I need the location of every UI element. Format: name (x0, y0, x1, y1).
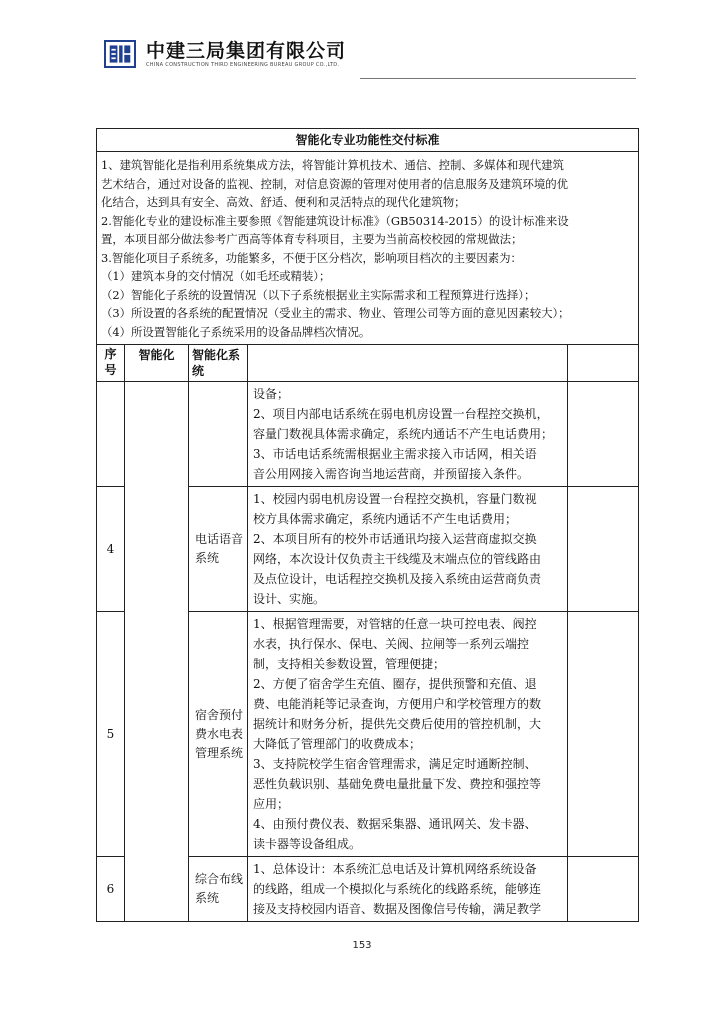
intro-line: （4）所设置智能化子系统采用的设备品牌档次情况。 (101, 324, 371, 339)
content-line: 2、项目内部电话系统在弱电机房设置一台程控交换机， (253, 407, 549, 421)
content-line: 容量门数视具体需求确定，系统内通话不产生电话费用； (253, 427, 554, 441)
standards-table (96, 128, 639, 922)
content-line: 设备； (253, 387, 290, 401)
table-row (97, 382, 639, 487)
document-sheet (96, 128, 638, 922)
header-remark (568, 345, 639, 382)
content-line: 的线路，组成一个模拟化与系统化的线路系统，能够连 (253, 882, 542, 896)
header-system: 智能化系统 (189, 345, 248, 382)
intro-line: 1、建筑智能化是指利用系统集成方法，将智能计算机技术、通信、控制、多媒体和现代建筑 (101, 158, 564, 172)
header-content (248, 345, 568, 382)
row-system: 综合布线系统 (189, 857, 248, 922)
category-cell (125, 382, 189, 922)
row-system: 宿舍预付费水电表管理系统 (189, 612, 248, 857)
content-line: 1、校园内弱电机房设置一台程控交换机，容量门数视 (253, 492, 537, 506)
row-remark (568, 382, 639, 487)
content-line: 2、本项目所有的校外市话通讯均接入运营商虚拟交换 (253, 532, 537, 546)
intro-line: 3.智能化项目子系统多，功能繁多，不便于区分档次，影响项目档次的主要因素为： (101, 250, 522, 265)
intro-line: （2）智能化子系统的设置情况（以下子系统根据业主实际需求和工程预算进行选择）； (101, 287, 536, 302)
intro-line: 化结合，达到具有安全、高效、舒适、便利和灵活特点的现代化建筑物； (101, 195, 466, 209)
content-line: 接及支持校园内语音、数据及图像信号传输，满足教学 (253, 902, 542, 916)
content-line: 读卡器等设备组成。 (253, 837, 362, 851)
row-seq (97, 382, 125, 487)
row-content (248, 612, 568, 857)
content-line: 网络，本次设计仅负责主干线缆及末端点位的管线路由 (253, 552, 542, 566)
content-line: 4、由预付费仪表、数据采集器、通讯网关、发卡器、 (253, 817, 537, 831)
row-content (248, 487, 568, 612)
content-line: 应用； (253, 797, 290, 811)
row-system (189, 382, 248, 487)
content-line: 及点位设计，电话程控交换机及接入系统由运营商负责 (253, 572, 542, 586)
content-line: 制，支持相关参数设置，管理便捷； (253, 657, 446, 671)
row-seq: 6 (97, 857, 125, 922)
content-line: 2、方便了宿舍学生充值、圈存，提供预警和充值、退 (253, 677, 537, 691)
content-line: 校方具体需求确定，系统内通话不产生电话费用； (253, 512, 518, 526)
intro-line: 置，本项目部分做法参考广西高等体育专科项目，主要为当前高校校园的常规做法； (101, 232, 523, 246)
content-line: 3、市话电话系统需根据业主需求接入市话网，相关语 (253, 447, 537, 461)
row-content (248, 857, 568, 922)
intro-line: 艺术结合，通过对设备的监视、控制，对信息资源的管理对使用者的信息服务及建筑环境的优 (101, 176, 569, 191)
company-name-en: CHINA CONSTRUCTION THIRD ENGINEERING BUREAU GROUP CO.,LTD. (146, 62, 340, 68)
row-content (248, 382, 568, 487)
content-line: 费、电能消耗等记录查询，方便用户和学校管理方的数 (253, 697, 542, 711)
content-line: 水表，执行保水、保电、关阀、拉闸等一系列云端控 (253, 637, 530, 651)
intro-line: 2.智能化专业的建设标准主要参照《智能建筑设计标准》（GB50314-2015）的设计标准来设 (101, 213, 569, 228)
content-line: 1、根据管理需要，对管辖的任意一块可控电表、阀控 (253, 617, 537, 631)
row-remark (568, 857, 639, 922)
content-line: 1、总体设计：本系统汇总电话及计算机网络系统设备 (253, 862, 537, 876)
content-line: 恶性负载识别、基础免费电量批量下发、费控和强控等 (253, 777, 542, 791)
row-system: 电话语音系统 (189, 487, 248, 612)
row-seq: 4 (97, 487, 125, 612)
row-remark (568, 487, 639, 612)
company-name-cn: 中建三局集团有限公司 (146, 40, 347, 62)
page-number: 153 (352, 940, 372, 951)
intro-line: （3）所设置的各系统的配置情况（受业主的需求、物业、管理公司等方面的意见因素较大）； (101, 306, 570, 320)
company-logo (104, 40, 136, 68)
header-seq: 序号 (97, 345, 125, 382)
header-category: 智能化 (125, 345, 189, 382)
content-line: 音公用网接入需咨询当地运营商，并预留接入条件。 (253, 467, 530, 481)
content-line: 3、支持院校学生宿舍管理需求，满足定时通断控制、 (253, 757, 537, 771)
content-line: 据统计和财务分析，提供先交费后使用的管控机制，大 (253, 717, 542, 731)
document-title: 智能化专业功能性交付标准 (97, 129, 639, 152)
header-divider (360, 78, 636, 79)
row-seq: 5 (97, 612, 125, 857)
table-header-row (97, 345, 639, 382)
content-line: 大降低了管理部门的收费成本； (253, 737, 422, 751)
intro-section (97, 152, 639, 345)
row-remark (568, 612, 639, 857)
content-line: 设计、实施。 (253, 592, 326, 606)
intro-line: （1）建筑本身的交付情况（如毛坯或精装）； (101, 269, 331, 283)
